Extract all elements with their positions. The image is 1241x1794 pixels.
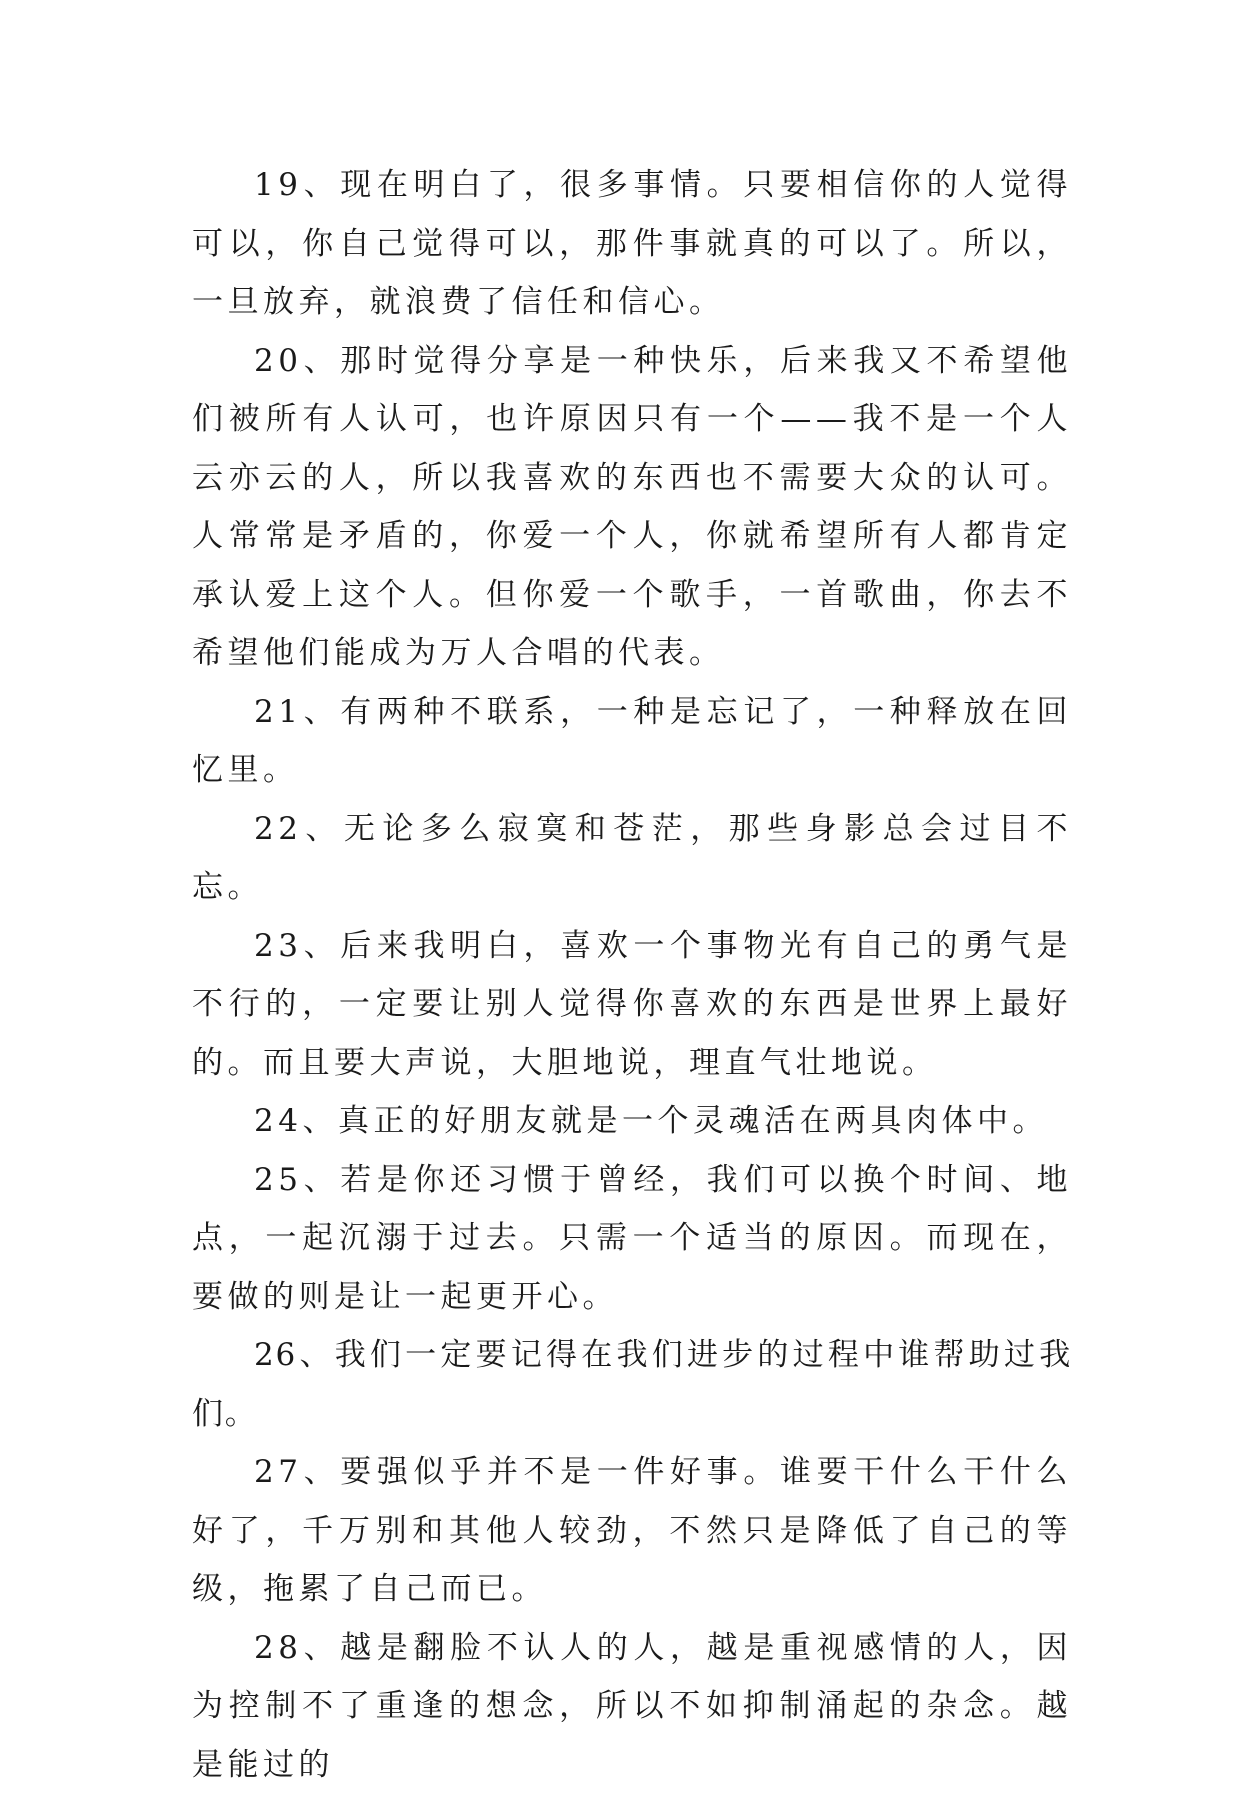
paragraph-26: 26、我们一定要记得在我们进步的过程中谁帮助过我们。 xyxy=(192,1326,1072,1443)
paragraph-19: 19、现在明白了，很多事情。只要相信你的人觉得可以，你自己觉得可以，那件事就真的可以了。所以，一旦放弃，就浪费了信任和信心。 xyxy=(192,156,1072,332)
paragraph-22: 22、无论多么寂寞和苍茫，那些身影总会过目不忘。 xyxy=(192,800,1072,917)
paragraph-21: 21、有两种不联系，一种是忘记了，一种释放在回忆里。 xyxy=(192,683,1072,800)
paragraph-20: 20、那时觉得分享是一种快乐，后来我又不希望他们被所有人认可，也许原因只有一个——我不是一个人云亦云的人，所以我喜欢的东西也不需要大众的认可。人常常是矛盾的，你爱一个人，你就希望所有人都肯定承认爱上这个人。但你爱一个歌手，一首歌曲，你去不希望他们能成为万人合唱的代表。 xyxy=(192,332,1072,683)
paragraph-27: 27、要强似乎并不是一件好事。谁要干什么干什么好了，千万别和其他人较劲，不然只是降低了自己的等级，拖累了自己而已。 xyxy=(192,1443,1072,1619)
paragraph-25: 25、若是你还习惯于曾经，我们可以换个时间、地点，一起沉溺于过去。只需一个适当的原因。而现在，要做的则是让一起更开心。 xyxy=(192,1151,1072,1327)
document-body xyxy=(192,156,1072,1794)
paragraph-24: 24、真正的好朋友就是一个灵魂活在两具肉体中。 xyxy=(192,1092,1072,1151)
paragraph-28: 28、越是翻脸不认人的人，越是重视感情的人，因为控制不了重逢的想念，所以不如抑制涌起的杂念。越是能过的 xyxy=(192,1619,1072,1794)
paragraph-23: 23、后来我明白，喜欢一个事物光有自己的勇气是不行的，一定要让别人觉得你喜欢的东西是世界上最好的。而且要大声说，大胆地说，理直气壮地说。 xyxy=(192,917,1072,1093)
